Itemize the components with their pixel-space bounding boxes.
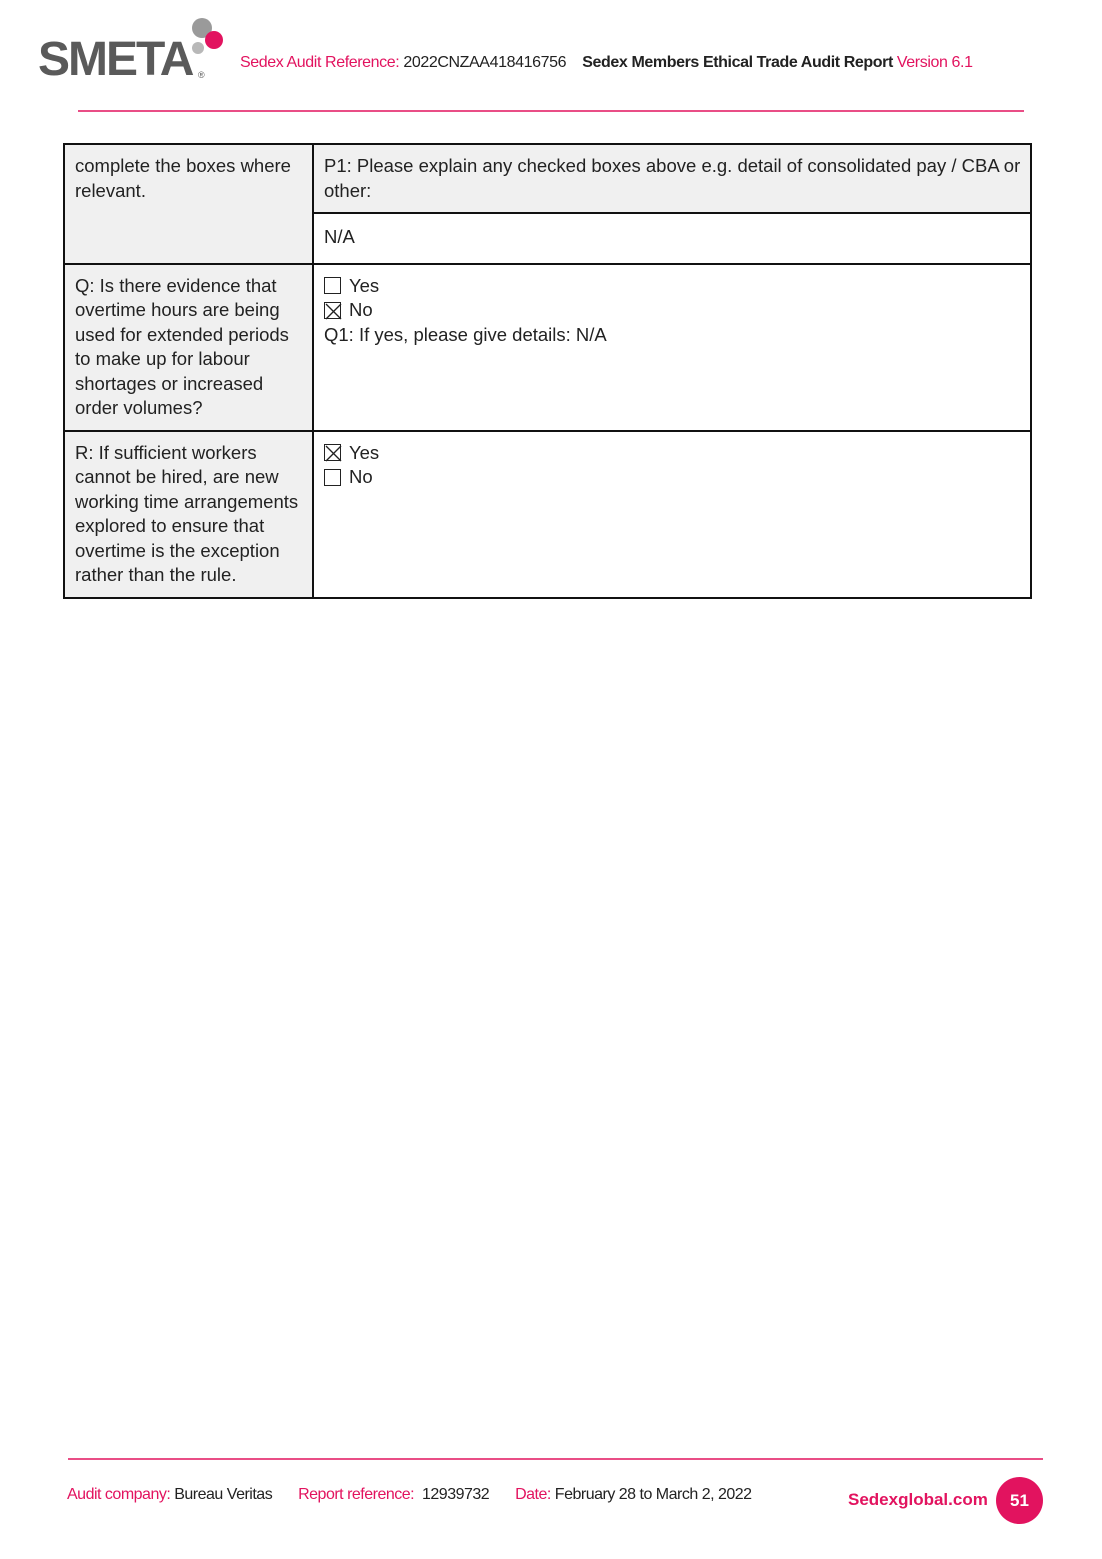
row1-answer: N/A <box>313 213 1031 264</box>
cross-icon <box>325 445 342 462</box>
table-row <box>64 431 1031 598</box>
audit-reference-value: 2022CNZAA418416756 <box>403 54 567 71</box>
report-version: Version 6.1 <box>896 54 973 71</box>
checkbox-no-unchecked[interactable] <box>324 469 341 486</box>
option-label: No <box>349 466 373 487</box>
checkbox-yes-checked[interactable] <box>324 444 341 461</box>
checkbox-yes-unchecked[interactable] <box>324 277 341 294</box>
logo-wordmark: SMETA <box>38 33 193 86</box>
audit-company-value: Bureau Veritas <box>174 1486 273 1503</box>
footer-info <box>67 1486 752 1504</box>
checkbox-no-checked[interactable] <box>324 302 341 319</box>
report-reference-value: 12939732 <box>422 1486 490 1503</box>
option-no <box>324 465 1021 490</box>
row3-label: R: If sufficient workers cannot be hired, are new working time arrangements explored to ensure that overtime is the exception rather than the rule. <box>64 431 313 598</box>
cross-icon <box>325 303 342 320</box>
header-divider <box>78 110 1024 112</box>
option-no <box>324 298 1021 323</box>
header-reference-line <box>240 54 973 72</box>
audit-table <box>63 143 1032 599</box>
date-label: Date: <box>515 1486 551 1503</box>
table-row <box>64 144 1031 213</box>
logo-dots-icon <box>188 18 228 68</box>
row3-answer-cell <box>313 431 1031 598</box>
row2-detail: Q1: If yes, please give details: N/A <box>324 323 607 345</box>
logo-registered-mark: ® <box>198 70 205 80</box>
option-label: No <box>349 299 373 320</box>
row2-answer-cell <box>313 264 1031 431</box>
footer-divider <box>68 1458 1043 1460</box>
option-label: Yes <box>349 441 380 463</box>
smeta-logo <box>38 18 228 86</box>
row2-label: Q: Is there evidence that overtime hours are being used for extended periods to make up for labour shortages or increased order volumes? <box>64 264 313 431</box>
option-label: Yes <box>349 274 380 296</box>
report-title: Sedex Members Ethical Trade Audit Report <box>582 54 893 71</box>
option-yes <box>324 441 1021 466</box>
option-yes <box>324 274 1021 299</box>
audit-company-label: Audit company: <box>67 1486 171 1503</box>
table-row <box>64 264 1031 431</box>
website-link[interactable]: Sedexglobal.com <box>848 1490 988 1509</box>
date-value: February 28 to March 2, 2022 <box>554 1486 752 1503</box>
row1-label: complete the boxes where relevant. <box>64 144 313 264</box>
audit-reference-label: Sedex Audit Reference: <box>240 54 400 71</box>
report-reference-label: Report reference: <box>298 1486 415 1503</box>
row1-question: P1: Please explain any checked boxes above e.g. detail of consolidated pay / CBA or other: <box>313 144 1031 213</box>
page-number-badge: 51 <box>996 1477 1043 1524</box>
